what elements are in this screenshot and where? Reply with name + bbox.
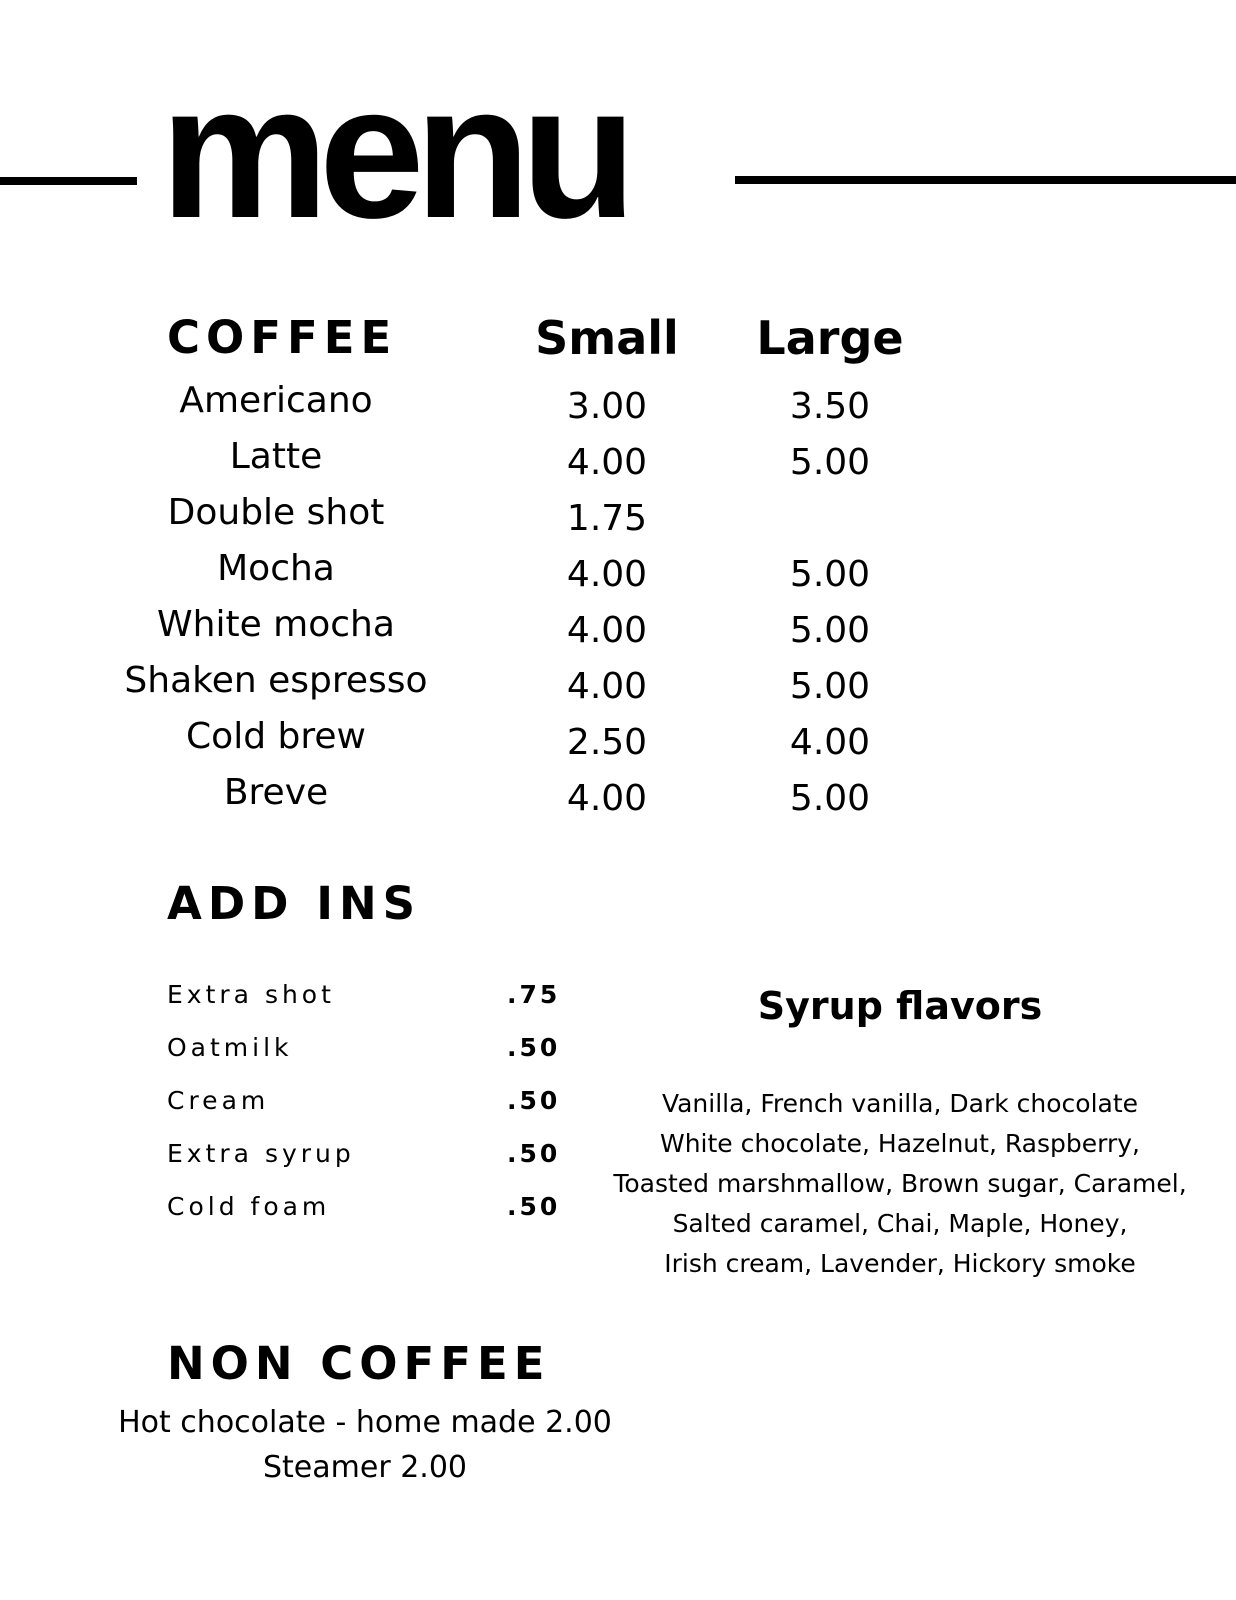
coffee-name: Shaken espresso [124, 660, 428, 701]
small-price: 4.00 [566, 610, 648, 651]
add-in-price: .75 [507, 980, 561, 1009]
coffee-name: Latte [229, 436, 323, 477]
title-rule-right [735, 176, 1236, 184]
large-price: 5.00 [789, 610, 871, 651]
non-coffee-item: Hot chocolate - home made 2.00 [118, 1405, 612, 1440]
syrup-flavors-list [580, 1084, 1220, 1284]
small-price: 3.00 [566, 386, 648, 427]
coffee-name: Mocha [217, 548, 335, 589]
non-coffee-list [60, 1400, 670, 1490]
large-column-heading: Large [756, 311, 904, 365]
add-in-row [167, 978, 587, 1031]
small-price: 4.00 [566, 778, 648, 819]
large-price: 5.00 [789, 666, 871, 707]
title-rule-left [0, 177, 137, 185]
large-price: 5.00 [789, 778, 871, 819]
add-in-price: .50 [507, 1033, 561, 1062]
non-coffee-item: Steamer 2.00 [263, 1450, 467, 1485]
coffee-name: Cold brew [186, 716, 366, 757]
add-in-name: Extra syrup [167, 1139, 355, 1168]
syrup-flavors-line: White chocolate, Hazelnut, Raspberry, [659, 1129, 1140, 1158]
add-in-name: Cold foam [167, 1192, 331, 1221]
syrup-flavors-line: Toasted marshmallow, Brown sugar, Caramel, [613, 1169, 1187, 1198]
small-price: 4.00 [566, 554, 648, 595]
coffee-row [0, 485, 1236, 541]
add-in-price: .50 [507, 1086, 561, 1115]
add-in-row [167, 1031, 587, 1084]
coffee-row [0, 653, 1236, 709]
coffee-row [0, 541, 1236, 597]
coffee-name: White mocha [157, 604, 395, 645]
large-price: 3.50 [789, 386, 871, 427]
menu-title: menu [160, 46, 627, 258]
add-in-row [167, 1137, 587, 1190]
add-ins-heading: ADD INS [167, 877, 422, 930]
coffee-row [0, 373, 1236, 429]
syrup-flavors-heading: Syrup flavors [757, 984, 1043, 1028]
syrup-flavors-line: Salted caramel, Chai, Maple, Honey, [672, 1209, 1128, 1238]
add-in-row [167, 1084, 587, 1137]
coffee-name: Breve [223, 772, 329, 813]
coffee-row [0, 429, 1236, 485]
syrup-flavors-line: Vanilla, French vanilla, Dark chocolate [661, 1089, 1139, 1118]
coffee-row [0, 709, 1236, 765]
add-in-price: .50 [507, 1192, 561, 1221]
add-in-name: Extra shot [167, 980, 335, 1009]
large-price: 4.00 [789, 722, 871, 763]
small-price: 4.00 [566, 666, 648, 707]
coffee-row [0, 597, 1236, 653]
coffee-list [0, 373, 1236, 821]
syrup-flavors-line: Irish cream, Lavender, Hickory smoke [664, 1249, 1136, 1278]
non-coffee-heading: NON COFFEE [167, 1337, 551, 1390]
add-in-row [167, 1190, 587, 1243]
add-in-price: .50 [507, 1139, 561, 1168]
coffee-name: Americano [179, 380, 373, 421]
small-price: 1.75 [566, 498, 648, 539]
add-in-name: Oatmilk [167, 1033, 293, 1062]
large-price: 5.00 [789, 554, 871, 595]
add-in-name: Cream [167, 1086, 270, 1115]
small-price: 4.00 [566, 442, 648, 483]
large-price: 5.00 [789, 442, 871, 483]
coffee-name: Double shot [167, 492, 385, 533]
small-price: 2.50 [566, 722, 648, 763]
add-ins-list [167, 978, 587, 1243]
coffee-heading: COFFEE [167, 311, 398, 364]
small-column-heading: Small [535, 311, 679, 365]
coffee-row [0, 765, 1236, 821]
